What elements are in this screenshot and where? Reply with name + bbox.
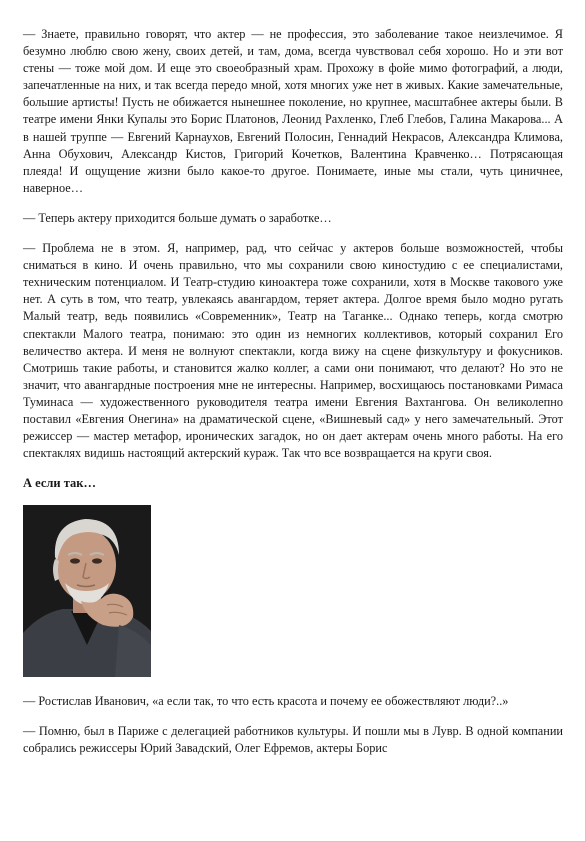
portrait-photo	[23, 505, 151, 677]
subheading: А если так…	[23, 476, 96, 491]
paragraph-1: — Знаете, правильно говорят, что актер — не профессия, это заболевание такое неизлечимое. Я безумно люблю свою жену, своих детей, и там, дома, всегда чувствовал себя хорошо. Но и эти вот стены — тоже мой дом. И еще это своеобразный храм. Прохожу в фойе мимо фотографий, а люди, запечатленные на них, и так всегда передо мной, хотя многих уже нет в живых. Какие замечательные, большие артисты! Пусть не обижается нынешнее поколение, но крупнее, масштабнее актеры были. В театре имени Янки Купалы это Борис Платонов, Леонид Рахленко, Глеб Глебов, Галина Макарова... А в нашей труппе — Евгений Карнаухов, Евгений Полосин, Геннадий Некрасов, Александра Климова, Анна Обухович, Александр Кистов, Григорий Кочетков, Валентина Кравченко… Потрясающая плеяда! И ощущение жизни было какое-то другое. Понимаете, иные мы стали, чуть циничнее, наверное…	[23, 27, 563, 195]
paragraph-2: — Теперь актеру приходится больше думать о заработке…	[23, 210, 332, 225]
paragraph-3: — Проблема не в этом. Я, например, рад, что сейчас у актеров больше возможностей, чтобы сниматься в кино. И очень правильно, что мы сохранили свою киностудию с ее специалистами, техническим потенциалом. И Театр-студию киноактера тоже сохранили, хотя в Москве такового уже нет. А суть в том, что театр, увлекаясь авангардом, теряет актера. Долгое время было модно ругать Малый театр, ведь появились «Современник», Театр на Таганке... Однако теперь, когда смотрю спектакли Малого театра, понимаю: это один из немногих коллективов, который сохранил Его величество актера. И меня не волнуют спектакли, когда вижу на сцене физкультуру и фокусников. Смотришь такие работы, и становится жалко коллег, а сами они понимают, что делают? Но это не значит, что авангардные построения мне не интересны. Например, восхищаюсь постановками Римаса Туминаса — художественного руководителя театра имени Евгения Вахтангова. Он великолепно поставил «Евгения Онегина» на драматической сцене, «Вишневый сад» у него замечательный. Этот режиссер — мастер метафор, иронических загадок, но он дает актерам очень много работы. На его спектаклях видишь настоящий актерский кураж. Так что все возвращается на круги своя.	[23, 241, 563, 461]
paragraph-4: — Ростислав Иванович, «а если так, то что есть красота и почему ее обожествляют люди?..»	[23, 694, 509, 709]
portrait-illustration	[23, 505, 151, 677]
paragraph-5: — Помню, был в Париже с делегацией работников культуры. И пошли мы в Лувр. В одной компании собрались режиссеры Юрий Завадский, Олег Ефремов, актеры Борис	[23, 724, 563, 756]
